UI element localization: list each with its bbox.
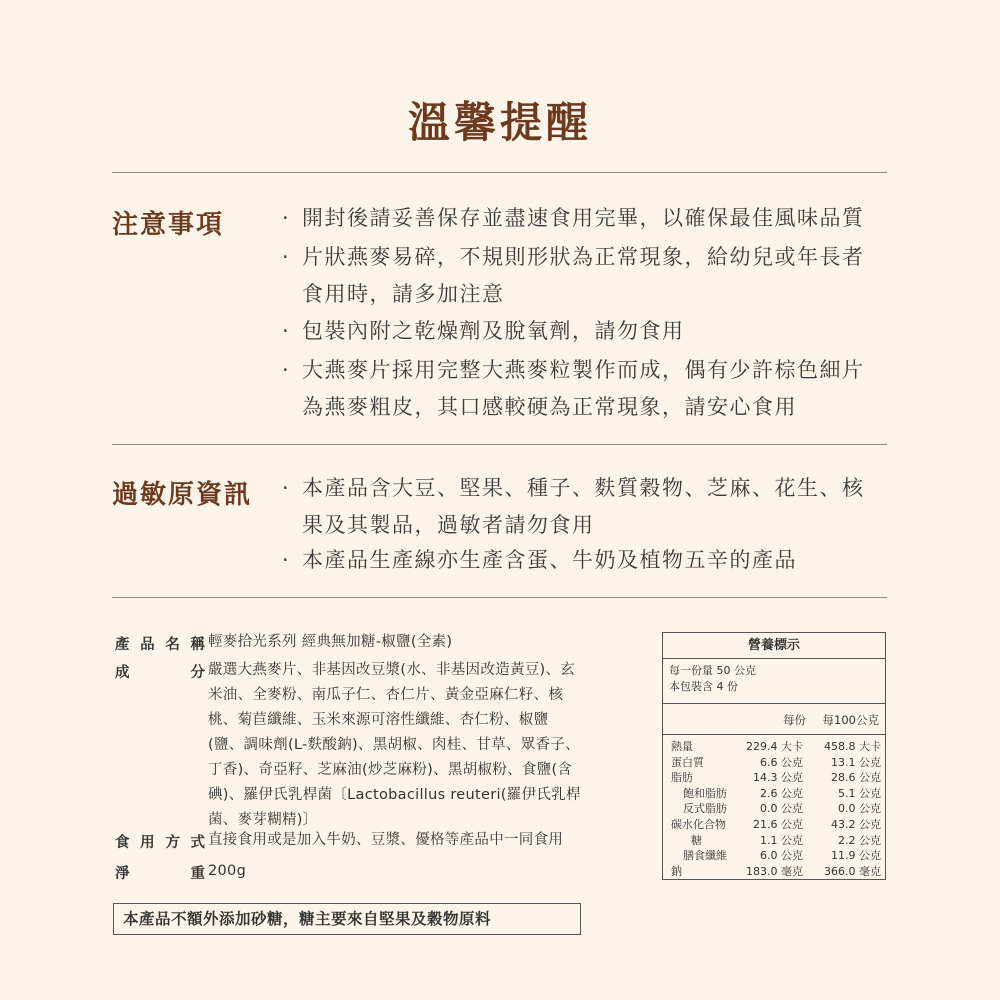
nutrient-name: 脂肪: [671, 771, 693, 785]
nutrient-name: 碳水化合物: [671, 817, 726, 831]
footer-note: 本產品不額外添加砂糖，糖主要來自堅果及穀物原料: [113, 903, 581, 935]
nutrition-title: 營養標示: [663, 633, 885, 659]
allergen-item: · 本產品含大豆、堅果、種子、麩質穀物、芝麻、花生、核 果及其製品，過敏者請勿食用: [282, 476, 865, 537]
per-100g-value: 13.1 公克: [831, 755, 881, 769]
nutrition-row: [663, 864, 885, 880]
allergen-item: · 本產品生產線亦生產含蛋、牛奶及植物五辛的產品: [282, 548, 797, 572]
usage-value: 直接食用或是加入牛奶、豆漿、優格等產品中一同食用: [208, 832, 564, 848]
per-100g-value: 11.9 公克: [831, 849, 881, 863]
notice-item: · 開封後請妥善保存並盡速食用完畢，以確保最佳風味品質: [282, 206, 865, 230]
per-serving-value: 0.0 公克: [760, 802, 803, 816]
per-serving-value: 229.4 大卡: [746, 740, 803, 753]
notice-item: · 片狀燕麥易碎，不規則形狀為正常現象，給幼兒或年長者 食用時，請多加注意: [282, 245, 865, 306]
weight-label: 淨 重: [115, 866, 205, 882]
product-name-label: 產 品 名 稱: [115, 637, 205, 653]
divider: [112, 172, 887, 173]
nutrition-row: [663, 770, 885, 786]
notice-item: · 大燕麥片採用完整大燕麥粒製作而成，偶有少許棕色細片 為燕麥粗皮，其口感較硬為正常現象，請安心食用: [282, 358, 865, 419]
notice-heading: 注意事項: [112, 210, 225, 240]
nutrition-row: [663, 755, 885, 771]
nutrition-row: [663, 739, 885, 755]
per-100g-value: 2.2 公克: [838, 833, 881, 847]
weight-value: 200g: [208, 863, 247, 879]
per-serving-value: 6.0 公克: [760, 849, 803, 863]
nutrient-name: 糖: [691, 833, 702, 847]
divider: [112, 444, 887, 445]
allergen-heading: 過敏原資訊: [112, 480, 253, 510]
per-100g-value: 43.2 公克: [831, 817, 881, 831]
nutrient-name: 蛋白質: [671, 755, 704, 769]
usage-label: 食 用 方 式: [115, 835, 205, 851]
per-serving-value: 14.3 公克: [753, 771, 803, 785]
nutrition-columns: 每份 每100公克: [663, 704, 885, 735]
page-title: 溫馨提醒: [407, 98, 592, 147]
nutrition-row: [663, 848, 885, 864]
product-name-value: 輕麥拾光系列 經典無加糖-椒鹽(全素): [208, 634, 453, 650]
per-100g-value: 458.8 大卡: [824, 740, 881, 753]
nutrition-rows: [663, 735, 885, 879]
per-100g-value: 0.0 公克: [838, 802, 881, 816]
nutrient-name: 鈉: [671, 864, 682, 878]
notice-item: · 包裝內附之乾燥劑及脫氧劑，請勿食用: [282, 319, 685, 343]
per-100g-value: 28.6 公克: [831, 771, 881, 785]
per-serving-value: 6.6 公克: [760, 755, 803, 769]
nutrient-name: 反式脂肪: [683, 802, 727, 816]
per-serving-value: 2.6 公克: [760, 786, 803, 800]
per-serving-value: 183.0 毫克: [746, 864, 803, 878]
per-serving-value: 21.6 公克: [753, 817, 803, 831]
nutrition-serving: 每一份量 50 公克 本包裝含 4 份: [663, 659, 885, 704]
nutrition-row: [663, 833, 885, 849]
ingredients-value: 嚴選大燕麥片、非基因改豆漿(水、非基因改造黃豆)、玄 米油、全麥粉、南瓜子仁、杏仁片、黃金亞麻仁籽、核 桃、菊苣纖維、玉米來源可溶性纖維、杏仁粉、椒鹽 (鹽、調味劑(L-麩酸鈉)、黑胡椒、肉桂、甘草、眾香子、 丁香)、奇亞籽、芝麻油(炒芝麻粉)、黑胡椒粉、食鹽(含 碘)、羅伊氏乳桿菌〔Lactobacillus reuteri(羅伊氏乳桿 菌、麥芽糊精)〕: [208, 662, 581, 828]
per-100g-value: 366.0 毫克: [824, 864, 881, 878]
nutrition-row: [663, 817, 885, 833]
per-100g-value: 5.1 公克: [838, 786, 881, 800]
divider: [112, 597, 887, 598]
nutrient-name: 飽和脂肪: [683, 786, 727, 800]
nutrient-name: 膳食纖維: [683, 849, 727, 863]
nutrition-row: [663, 786, 885, 802]
nutrition-table: [662, 632, 886, 880]
per-serving-value: 1.1 公克: [760, 833, 803, 847]
nutrition-row: [663, 801, 885, 817]
ingredients-label: 成 分: [115, 665, 205, 681]
nutrient-name: 熱量: [671, 740, 693, 753]
